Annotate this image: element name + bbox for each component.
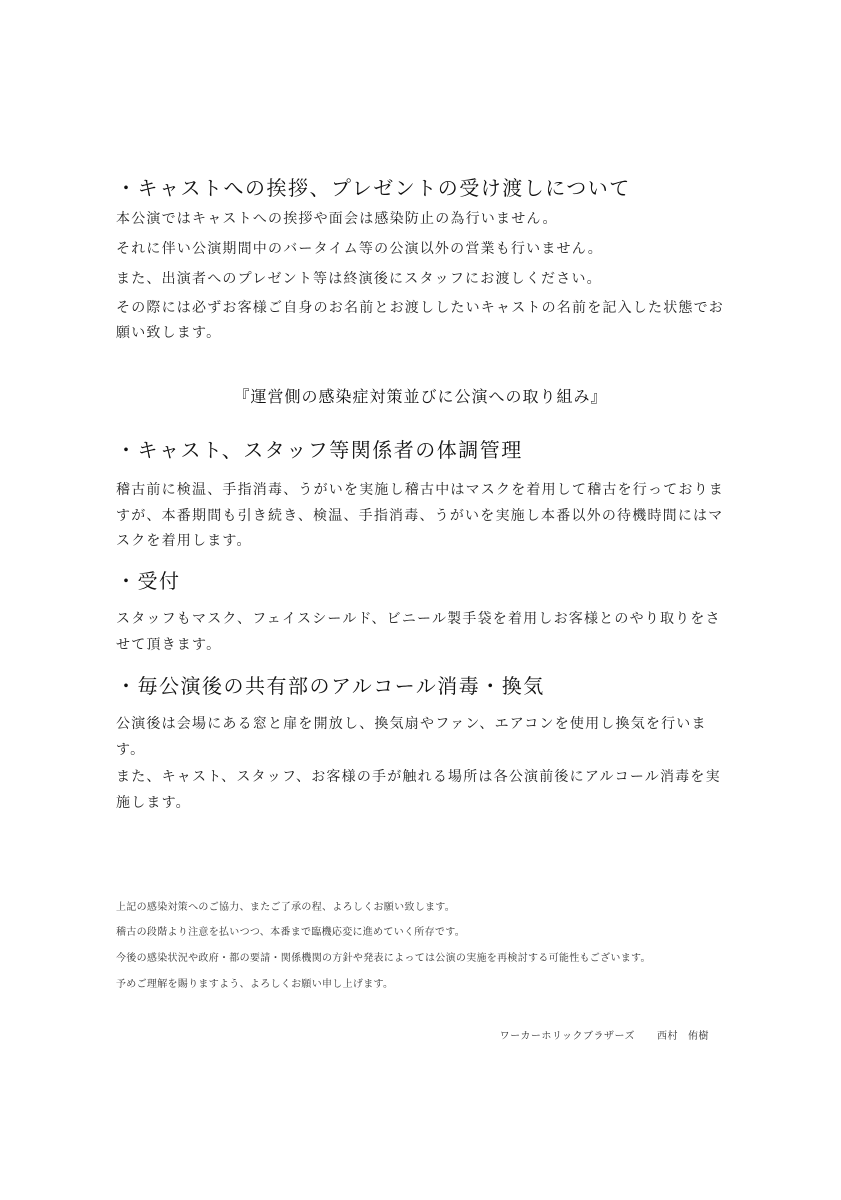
paragraph-line: すが、本番期間も引き続き、検温、手指消毒、うがいを実施し本番以外の待機時間にはマ <box>116 508 724 524</box>
paragraph-line: 本公演ではキャストへの挨拶や面会は感染防止の為行いません。 <box>116 211 558 227</box>
closing-line: 予めご理解を賜りますよう、よろしくお願い申し上げます。 <box>116 979 394 990</box>
section-heading-reception: ・受付 <box>116 569 181 593</box>
section-heading-disinfection: ・毎公演後の共有部のアルコール消毒・換気 <box>116 674 545 698</box>
signature-surname: 西村 <box>657 1031 678 1042</box>
section-heading-greetings: ・キャストへの挨拶、プレゼントの受け渡しについて <box>116 176 631 200</box>
paragraph-line: また、キャスト、スタッフ、お客様の手が触れる場所は各公演前後にアルコール消毒を実 <box>116 769 721 785</box>
paragraph-line: また、出演者へのプレゼント等は終演後にスタッフにお渡しください。 <box>116 271 602 287</box>
signature-organization: ワーカーホリックブラザーズ <box>499 1031 635 1042</box>
closing-line: 今後の感染状況や政府・都の要請・関係機関の方針や発表によっては公演の実施を再検討する可能性もございます。 <box>116 953 651 964</box>
paragraph-line: スクを着用します。 <box>116 533 252 549</box>
paragraph-line: 施します。 <box>116 795 191 811</box>
paragraph-line: スタッフもマスク、フェイスシールド、ビニール製手袋を着用しお客様とのやり取りをさ <box>116 611 721 627</box>
signature-given-name: 侑樹 <box>688 1031 709 1042</box>
paragraph-line: 願い致します。 <box>116 325 222 341</box>
closing-line: 稽古の段階より注意を払いつつ、本番まで臨機応変に進めていく所存です。 <box>116 927 465 938</box>
section-heading-health: ・キャスト、スタッフ等関係者の体調管理 <box>116 438 523 462</box>
paragraph-line: その際には必ずお客様ご自身のお名前とお渡ししたいキャストの名前を記入した状態でお <box>116 300 724 316</box>
paragraph-line: す。 <box>116 742 146 758</box>
paragraph-line: 稽古前に検温、手指消毒、うがいを実施し稽古中はマスクを着用して稽古を行っておりま <box>116 482 724 498</box>
paragraph-line: それに伴い公演期間中のバータイム等の公演以外の営業も行いません。 <box>116 241 603 257</box>
closing-line: 上記の感染対策へのご協力、またご了承の程、よろしくお願い致します。 <box>116 902 456 913</box>
signature <box>500 1027 709 1042</box>
paragraph-line: 公演後は会場にある窓と扉を開放し、換気扇やファン、エアコンを使用し換気を行いま <box>116 716 707 732</box>
center-title: 『運営側の感染症対策並びに公演への取り組み』 <box>233 387 608 406</box>
paragraph-line: せて頂きます。 <box>116 637 222 653</box>
